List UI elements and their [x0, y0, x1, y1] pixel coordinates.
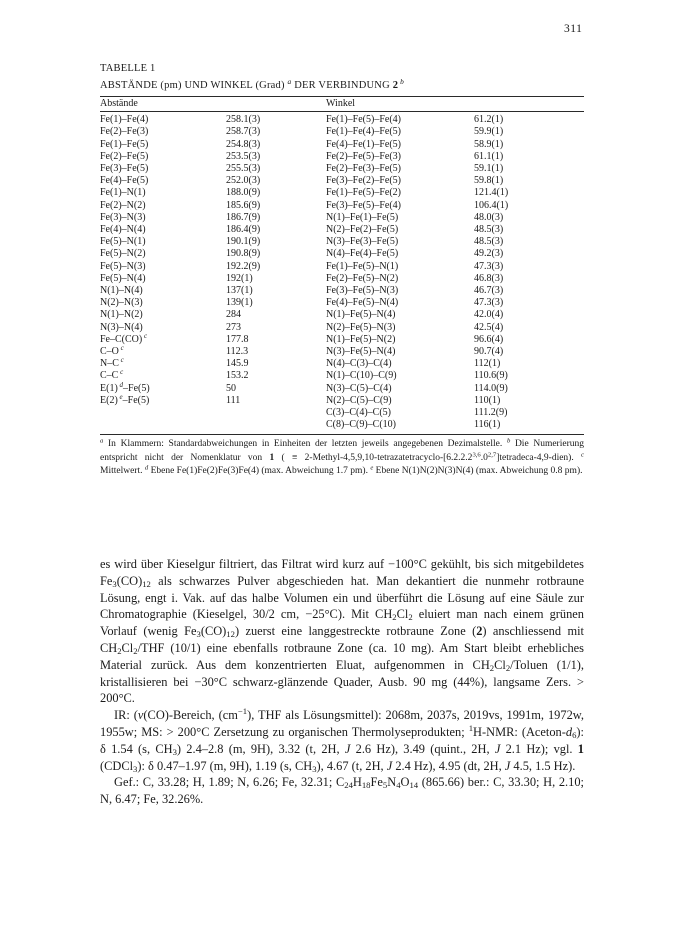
angle-value: 59.1(1) — [474, 163, 504, 175]
table-row — [100, 126, 584, 138]
table-row — [100, 212, 584, 224]
distance-value: 273 — [226, 321, 241, 333]
table-row — [100, 224, 584, 236]
distance-label: C–C $^c$ — [100, 368, 124, 382]
angle-value: 121.4(1) — [474, 187, 509, 199]
angle-label: N(3)–Fe(5)–N(4) — [326, 346, 396, 358]
distance-value: 186.7(9) — [226, 211, 261, 223]
angle-label: Fe(4)–Fe(5)–N(4) — [326, 297, 399, 309]
table-row — [100, 273, 584, 285]
table-row — [100, 419, 584, 431]
header-abstaende: Abstände — [100, 98, 138, 109]
angle-label: N(1)–Fe(5)–N(4) — [326, 309, 396, 321]
angle-label: N(3)–C(5)–C(4) — [326, 382, 392, 394]
angle-value: 59.9(1) — [474, 126, 504, 138]
distance-value: 284 — [226, 309, 241, 321]
distance-value: 252.0(3) — [226, 175, 261, 187]
distance-value: 111 — [226, 394, 241, 406]
angle-label: N(1)–C(10)–C(9) — [326, 370, 397, 382]
angle-value: 112(1) — [474, 358, 501, 370]
table-row — [100, 334, 584, 346]
table-row — [100, 309, 584, 321]
distance-label: N–C $^c$ — [100, 356, 124, 370]
angle-value: 114.0(9) — [474, 382, 508, 394]
table-block — [100, 61, 584, 479]
distance-label: Fe(5)–N(2) — [100, 248, 146, 260]
table-caption — [100, 61, 584, 93]
angle-label: N(1)–Fe(5)–N(2) — [326, 333, 396, 345]
table-row — [100, 200, 584, 212]
table-title: ABSTÄNDE (pm) UND WINKEL (Grad) $^a$ DER VERBINDUNG 2 $^b$ — [100, 76, 405, 91]
distance-label: Fe(4)–N(4) — [100, 224, 146, 236]
angle-label: N(4)–Fe(4)–Fe(5) — [326, 248, 399, 260]
distance-label: Fe(5)–N(3) — [100, 260, 146, 272]
angle-label: Fe(4)–Fe(1)–Fe(5) — [326, 138, 401, 150]
table-label: TABELLE 1 — [100, 63, 156, 74]
distance-value: 253.5(3) — [226, 150, 261, 162]
distance-label: N(2)–N(3) — [100, 297, 143, 309]
distance-label: C–O $^c$ — [100, 344, 124, 358]
table-row — [100, 322, 584, 334]
table-row — [100, 175, 584, 187]
angle-value: 96.6(4) — [474, 333, 504, 345]
distance-value: 190.1(9) — [226, 236, 261, 248]
table-row — [100, 383, 584, 395]
distance-label: Fe(3)–Fe(5) — [100, 163, 149, 175]
angle-value: 49.2(3) — [474, 248, 504, 260]
table-row — [100, 297, 584, 309]
distance-label: Fe(3)–N(3) — [100, 211, 146, 223]
angle-value: 42.0(4) — [474, 309, 504, 321]
angle-label: Fe(2)–Fe(5)–N(2) — [326, 272, 399, 284]
distance-value: 254.8(3) — [226, 138, 261, 150]
distance-label: Fe–C(CO) $^c$ — [100, 332, 148, 345]
distance-label: Fe(2)–N(2) — [100, 199, 146, 211]
angle-value: 46.8(3) — [474, 272, 504, 284]
distance-label — [100, 419, 226, 431]
distances-angles-table — [100, 97, 584, 431]
angle-value: 46.7(3) — [474, 285, 504, 297]
distance-value: 177.8 — [226, 333, 249, 345]
distance-label: N(3)–N(4) — [100, 321, 143, 333]
distance-label: N(1)–N(2) — [100, 309, 143, 321]
angle-value: 90.7(4) — [474, 346, 504, 358]
distance-label: N(1)–N(4) — [100, 285, 143, 297]
angle-label: N(2)–Fe(2)–Fe(5) — [326, 224, 399, 236]
distance-label: Fe(1)–Fe(4) — [100, 114, 149, 126]
table-row — [100, 261, 584, 273]
distance-value: 258.7(3) — [226, 126, 261, 138]
distance-label: E(1) $^d$–Fe(5) — [100, 380, 150, 394]
distance-value: 192.2(9) — [226, 260, 261, 272]
table-row — [100, 370, 584, 382]
distance-label: Fe(2)–Fe(5) — [100, 150, 149, 162]
distance-value: 153.2 — [226, 370, 249, 382]
paragraph-spectra: IR: (ν(CO)-Bereich, $(cm^{-1})$, THF als Lösungsmittel): 2068m, 2037s, 2019vs, 1991m, 1972w, 1955w; MS: > 200°C Zersetzung zu organischen Thermolyseprodukten; $^1$H-NMR: $(Aceton-d_6)$: δ 1.54 (s, $CH_3$) 2.4–2.8 (m, 9H), 3.32 (t, 2H, J 2.6 Hz), 3.49 (quint., 2H, J 2.1 Hz); vgl. 1 (CDCl$_3$): δ 0.47–1.97 (m, 9H), 1.19 (s, $CH_3$), 4.67 (t, 2H, J 2.4 Hz), 4.95 (dt, 2H, J 4.5, 1.5 Hz). — [100, 706, 585, 774]
distance-value: 50 — [226, 382, 236, 394]
distance-value: 192(1) — [226, 272, 253, 284]
table-row — [100, 285, 584, 297]
angle-label: Fe(3)–Fe(2)–Fe(5) — [326, 175, 401, 187]
distance-value: 258.1(3) — [226, 114, 261, 126]
paragraph-procedure: es wird über Kieselgur filtriert, das Filtrat wird kurz auf −100°C gekühlt, bis sich mitgebildetes $Fe_3(CO)_{12}$ als schwarzes Pulver abgeschieden hat. Man dekantiert die nunmehr rotbraune Lösung, engt i. Vak. auf das halbe Volumen ein und überführt die Lösung auf eine Säule zur Chromatographie (Kieselgel, 30/2 cm, −25°C). Mit $CH_2Cl_2$ eluiert man nach einem grünen Vorlauf (wenig $Fe_3(CO)_{12}$) zuerst eine langgestreckte rotbraune Zone (2) anschliessend mit $CH_2Cl_2$/THF (10/1) eine ebenfalls rotbraune Zone (ca. 10 mg). Am Start bleibt erhebliches Material zurück. Aus dem konzentrierten Eluat, aufgenommen in $CH_2Cl_2$/Toluen (1/1), kristallisieren bei −30°C schwarz-glänzende Quader, Ausb. 90 mg (44%), langsame Zers. > 200°C. — [100, 557, 584, 706]
angle-value: 47.3(3) — [474, 297, 504, 309]
distance-label: Fe(1)–N(1) — [100, 187, 146, 199]
angle-value: 48.5(3) — [474, 224, 504, 236]
table-row — [100, 112, 584, 126]
distance-value: 255.5(3) — [226, 163, 261, 175]
distance-value: 188.0(9) — [226, 187, 261, 199]
distance-value: 190.8(9) — [226, 248, 261, 260]
header-winkel: Winkel — [326, 98, 356, 109]
table-footnotes: $^a$ In Klammern: Standardabweichungen in Einheiten der letzten jeweils angegebenen Dezimalstelle. $^b$ Die Numerierung entspricht nicht der Nomenklatur von 1 ( ≡ $2-Methyl-4,5,9,10-tetrazatetracyclo-[6.2.2.2^{3,6}.0^{2,7}]tetradeca-4,9-dien$). $^c$ Mittelwert. $^d$ Ebene Fe(1)Fe(2)Fe(3)Fe(4) (max. Abweichung 1.7 pm). $^e$ Ebene N(1)N(2)N(3)N(4) (max. Abweichung 0.8 pm). — [100, 437, 584, 477]
body-text — [100, 556, 584, 808]
angle-value: 110.6(9) — [474, 370, 508, 382]
angle-label: C(8)–C(9)–C(10) — [326, 419, 396, 431]
angle-label: Fe(2)–Fe(3)–Fe(5) — [326, 163, 401, 175]
angle-label: N(3)–Fe(3)–Fe(5) — [326, 236, 399, 248]
table-row — [100, 187, 584, 199]
distance-value: 137(1) — [226, 285, 253, 297]
table-body — [100, 112, 584, 431]
angle-label: Fe(2)–Fe(5)–Fe(3) — [326, 150, 401, 162]
angle-label: Fe(1)–Fe(5)–Fe(4) — [326, 114, 401, 126]
angle-label: N(4)–C(3)–C(4) — [326, 358, 392, 370]
angle-label: Fe(1)–Fe(4)–Fe(5) — [326, 126, 401, 138]
table-row — [100, 151, 584, 163]
angle-label: N(2)–C(5)–C(9) — [326, 394, 392, 406]
distance-label: Fe(5)–N(4) — [100, 272, 146, 284]
angle-value: 59.8(1) — [474, 175, 504, 187]
angle-value: 110(1) — [474, 394, 501, 406]
distance-value: 145.9 — [226, 358, 249, 370]
table-row — [100, 163, 584, 175]
angle-label: Fe(3)–Fe(5)–N(3) — [326, 285, 399, 297]
distance-value: 139(1) — [226, 297, 253, 309]
distance-value: 186.4(9) — [226, 224, 261, 236]
angle-label: Fe(1)–Fe(5)–Fe(2) — [326, 187, 401, 199]
angle-label: N(1)–Fe(1)–Fe(5) — [326, 211, 399, 223]
table-row — [100, 358, 584, 370]
angle-value: 58.9(1) — [474, 138, 504, 150]
angle-value: 106.4(1) — [474, 199, 509, 211]
table-row — [100, 395, 584, 407]
distance-label: Fe(4)–Fe(5) — [100, 175, 149, 187]
distance-value: 185.6(9) — [226, 199, 261, 211]
distance-label — [100, 407, 226, 419]
distance-label: E(2) $^e$–Fe(5) — [100, 393, 150, 406]
distance-label: Fe(5)–N(1) — [100, 236, 146, 248]
angle-value: 61.1(1) — [474, 150, 504, 162]
angle-value: 116(1) — [474, 419, 501, 431]
distance-label: Fe(1)–Fe(5) — [100, 138, 149, 150]
page-number: 311 — [564, 23, 583, 35]
angle-label: C(3)–C(4)–C(5) — [326, 407, 391, 419]
table-row — [100, 248, 584, 260]
distance-value — [226, 419, 326, 431]
angle-value: 48.5(3) — [474, 236, 504, 248]
table-row — [100, 139, 584, 151]
table-row — [100, 236, 584, 248]
angle-label: Fe(3)–Fe(5)–Fe(4) — [326, 199, 401, 211]
angle-value: 48.0(3) — [474, 211, 504, 223]
angle-value: 61.2(1) — [474, 114, 504, 126]
angle-label: Fe(1)–Fe(5)–N(1) — [326, 260, 399, 272]
distance-label: Fe(2)–Fe(3) — [100, 126, 149, 138]
distance-value — [226, 407, 326, 419]
distance-value: 112.3 — [226, 346, 249, 358]
table-row — [100, 407, 584, 419]
angle-label: N(2)–Fe(5)–N(3) — [326, 321, 396, 333]
angle-value: 42.5(4) — [474, 321, 504, 333]
angle-value: 47.3(3) — [474, 260, 504, 272]
table-header-row — [100, 97, 584, 111]
paragraph-analysis: Gef.: C, 33.28; H, 1.89; N, 6.26; Fe, 32.31; $C_{24}H_{18}Fe_5N_4O_{14}$ (865.66) ber.: C, 33.30; H, 2.10; N, 6.47; Fe, 32.26%. — [100, 775, 584, 807]
table-row — [100, 346, 584, 358]
angle-value: 111.2(9) — [474, 407, 508, 419]
